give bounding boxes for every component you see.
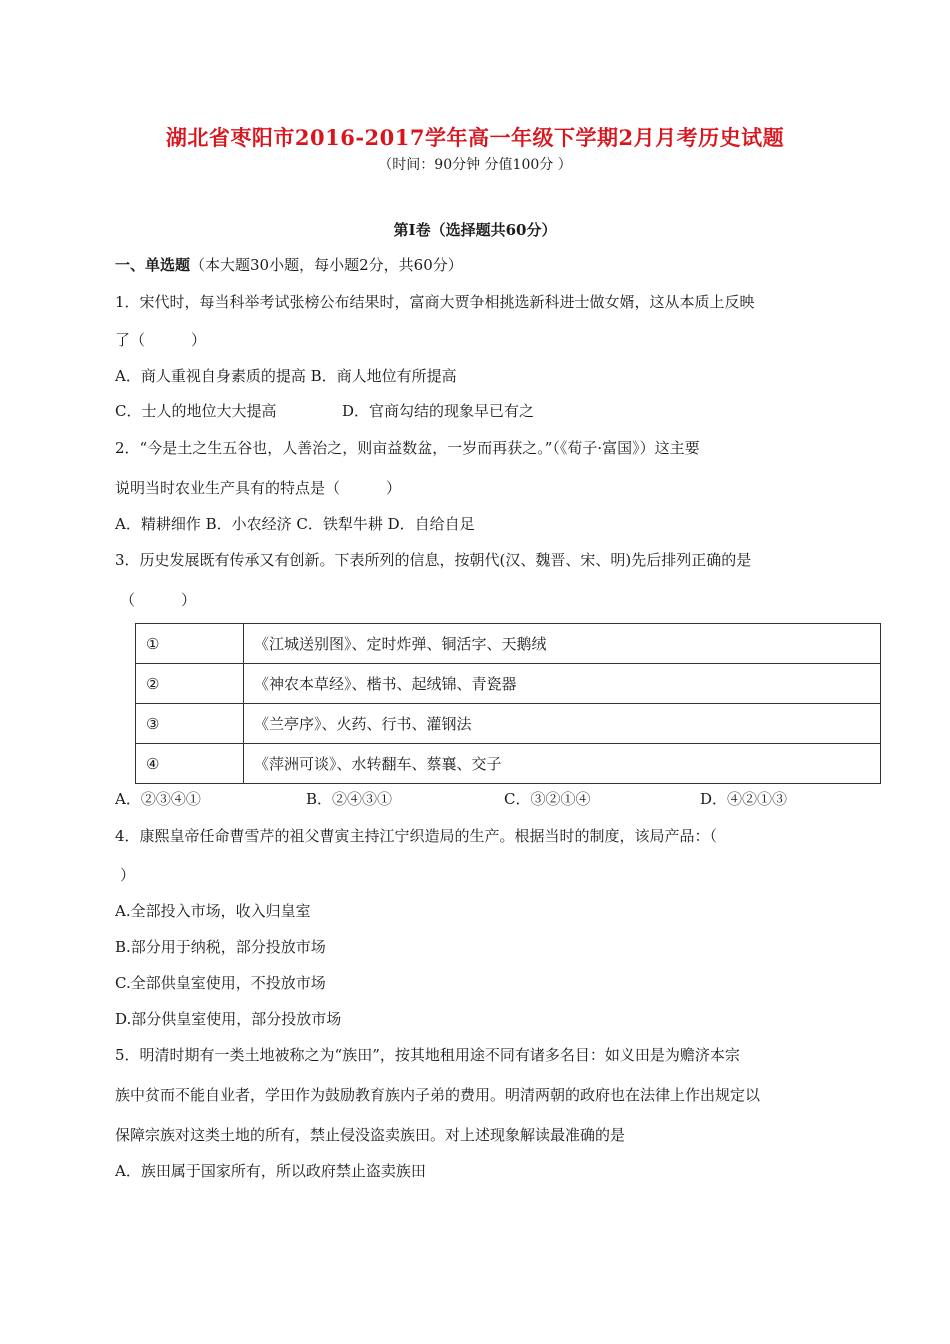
q3-choice-d: D．④②①③ xyxy=(700,790,788,808)
q2-stem-line1: 2．“今是土之生五谷也，人善治之，则亩益数盆，一岁而再获之。”（《荀子·富国》）这主要 xyxy=(115,439,700,457)
table-cell-num: ③ xyxy=(136,704,244,744)
q1-options-ab: A．商人重视自身素质的提高 B．商人地位有所提高 xyxy=(115,367,457,385)
exam-title: 湖北省枣阳市2016-2017学年高一年级下学期2月月考历史试题 xyxy=(165,125,785,150)
table-cell-text: 《江城送别图》、定时炸弹、铜活字、天鹅绒 xyxy=(244,624,881,664)
part-heading: 一、单选题 xyxy=(115,256,191,274)
q4-stem-line2: ） xyxy=(120,866,136,884)
table-row xyxy=(136,664,881,704)
table-row xyxy=(136,744,881,784)
q4-option-a: A.全部投入市场，收入归皇室 xyxy=(115,902,311,920)
q2-stem-close: ） xyxy=(386,479,402,497)
part-note: （本大题30小题，每小题2分，共60分） xyxy=(190,256,463,274)
q1-option-c: C．士人的地位大大提高 xyxy=(115,402,277,420)
q2-options: A．精耕细作 B．小农经济 C．铁犁牛耕 D．自给自足 xyxy=(115,515,475,533)
q1-stem-text: 了（ xyxy=(115,331,146,349)
q2-stem-line2 xyxy=(115,477,401,498)
q4-option-c: C.全部供皇室使用，不投放市场 xyxy=(115,974,326,992)
q3-choice-b: B．②④③① xyxy=(306,790,393,808)
table-cell-num: ① xyxy=(136,624,244,664)
section-title: 第Ⅰ卷（选择题共60分） xyxy=(393,221,557,239)
table-cell-text: 《神农本草经》、楷书、起绒锦、青瓷器 xyxy=(244,664,881,704)
q1-stem-line1: 1．宋代时，每当科举考试张榜公布结果时，富商大贾争相挑选新科进士做女婿，这从本质上反映 xyxy=(115,293,755,311)
table-cell-num: ④ xyxy=(136,744,244,784)
q3-stem-line1: 3．历史发展既有传承又有创新。下表所列的信息，按朝代(汉、魏晋、宋、明)先后排列正确的是 xyxy=(115,551,752,569)
q3-choice-c: C．③②①④ xyxy=(504,790,591,808)
q3-stem-text: （ xyxy=(120,591,136,609)
table-cell-text: 《萍洲可谈》、水转翻车、蔡襄、交子 xyxy=(244,744,881,784)
q4-option-d: D.部分供皇室使用，部分投放市场 xyxy=(115,1010,342,1028)
q3-info-table xyxy=(135,623,881,784)
q1-stem-close: ） xyxy=(191,331,207,349)
q4-stem-line1: 4．康熙皇帝任命曹雪芹的祖父曹寅主持江宁织造局的生产。根据当时的制度，该局产品：（ xyxy=(115,827,718,845)
q3-stem-close: ） xyxy=(181,591,197,609)
q5-option-a: A．族田属于国家所有，所以政府禁止盗卖族田 xyxy=(115,1162,426,1180)
q4-option-b: B.部分用于纳税，部分投放市场 xyxy=(115,938,326,956)
q5-stem-line2: 族中贫而不能自业者，学田作为鼓励教育族内子弟的费用。明清两朝的政府也在法律上作出规定以 xyxy=(115,1086,761,1104)
table-cell-num: ② xyxy=(136,664,244,704)
q1-option-d: D．官商勾结的现象早已有之 xyxy=(342,402,535,420)
q3-choice-a: A．②③④① xyxy=(115,790,201,808)
q1-stem-line2 xyxy=(115,329,206,350)
q2-stem-text: 说明当时农业生产具有的特点是（ xyxy=(115,479,341,497)
table-row xyxy=(136,704,881,744)
q5-stem-line3: 保障宗族对这类土地的所有，禁止侵没盗卖族田。对上述现象解读最准确的是 xyxy=(115,1126,626,1144)
q5-stem-line1: 5．明清时期有一类土地被称之为“族田”，按其地租用途不同有诸多名目：如义田是为赡济本宗 xyxy=(115,1046,740,1064)
q3-stem-line2 xyxy=(120,589,196,610)
table-row xyxy=(136,624,881,664)
exam-subtitle: （时间：90分钟 分值100分 ） xyxy=(378,157,572,173)
table-cell-text: 《兰亭序》、火药、行书、灌钢法 xyxy=(244,704,881,744)
part-heading-line xyxy=(115,254,463,275)
